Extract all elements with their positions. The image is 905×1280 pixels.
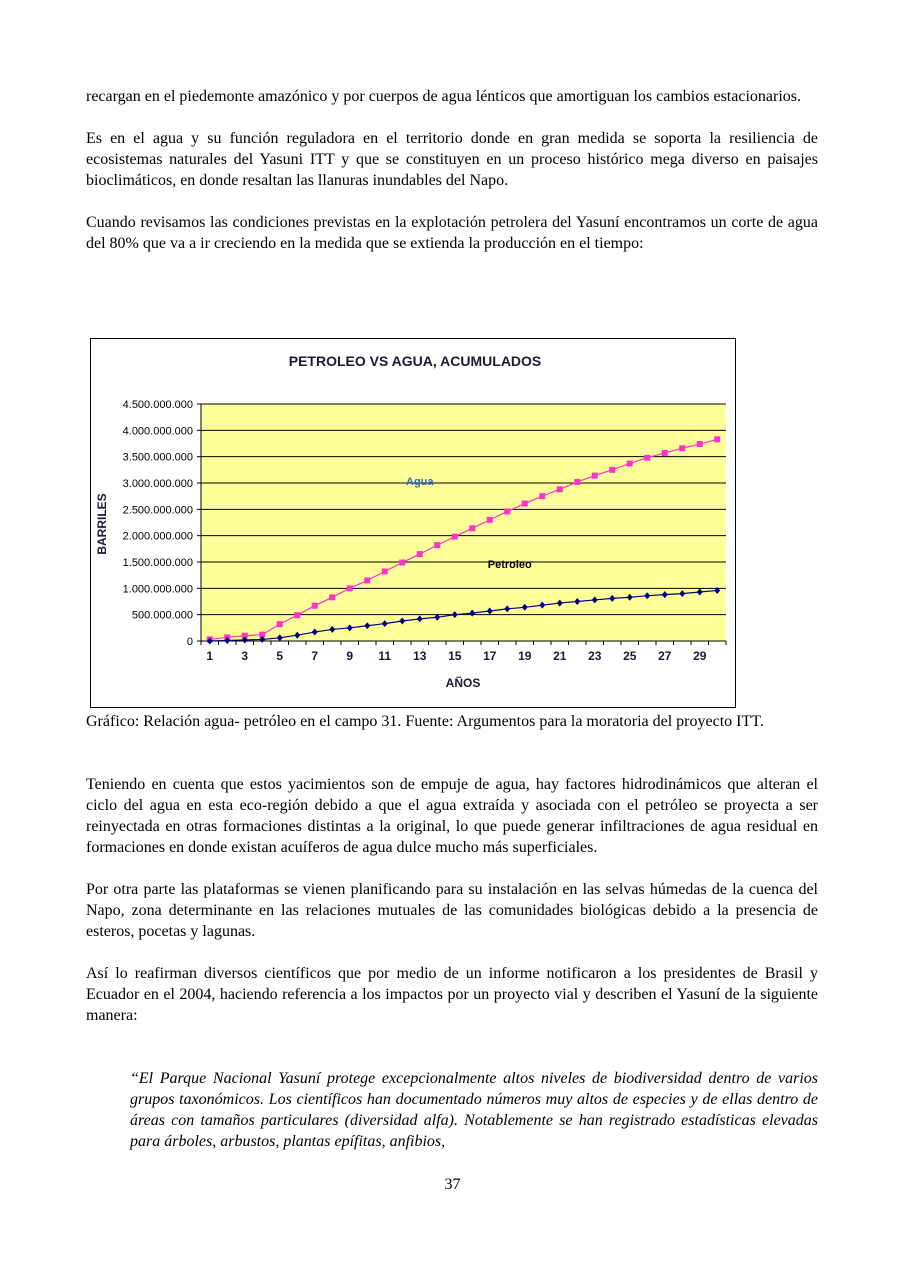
data-point-agua <box>452 534 458 540</box>
paragraph-2: Es en el agua y su función reguladora en el territorio donde en gran medida se soporta la resiliencia de ecosistemas naturales del Yasuni ITT y que se constituyen en un proceso histórico mega diverso en paisajes bioclimáticos, en donde resaltan las llanuras inundables del Napo. <box>86 130 818 189</box>
data-point-agua <box>627 461 633 467</box>
data-point-agua <box>662 450 668 456</box>
paragraph-6: Así lo reafirman diversos científicos que por medio de un informe notificaron a los presidentes de Brasil y Ecuador en el 2004, haciendo referencia a los impactos por un proyecto vial y describen el Yasuní de la siguiente manera: <box>86 965 818 1024</box>
data-point-agua <box>347 585 353 591</box>
x-axis-label: AÑOS <box>445 676 481 690</box>
x-tick-label: 3 <box>241 649 249 663</box>
data-point-agua <box>522 501 528 507</box>
x-tick-label: 19 <box>518 649 532 663</box>
y-tick-label: 3.000.000.000 <box>122 478 193 490</box>
chart <box>90 338 736 708</box>
data-point-agua <box>364 577 370 583</box>
data-point-agua <box>399 560 405 566</box>
x-tick-label: 11 <box>378 649 392 663</box>
y-tick-label: 4.000.000.000 <box>122 425 193 438</box>
data-point-agua <box>434 542 440 548</box>
paragraph-5: Por otra parte las plataformas se vienen planificando para su instalación en las selvas húmedas de la cuenca del Napo, zona determinante en las relaciones mutuales de las comunidades biológicas debido a la presencia de esteros, pocetas y lagunas. <box>86 881 818 940</box>
data-point-agua <box>574 479 580 485</box>
paragraph-4: Teniendo en cuenta que estos yacimientos son de empuje de agua, hay factores hidrodinámicos que alteran el ciclo del agua en esta eco-región debido a que el agua extraída y asociada con el petróleo se proyecta a ser reinyectada en otras formaciones distintas a la original, lo que puede generar infiltraciones de agua residual en formaciones en donde existan acuíferos de agua dulce mucho más superficiales. <box>86 776 818 856</box>
x-tick-label: 23 <box>588 649 602 663</box>
data-point-agua <box>609 467 615 473</box>
x-tick-label: 15 <box>448 649 462 663</box>
data-point-agua <box>382 568 388 574</box>
series-label-agua: Agua <box>406 476 434 489</box>
x-tick-label: 13 <box>413 649 427 663</box>
y-tick-label: 500.000.000 <box>131 609 193 622</box>
y-tick-label: 0 <box>186 636 193 648</box>
data-point-agua <box>469 525 475 531</box>
data-point-agua <box>697 441 703 447</box>
data-point-agua <box>644 455 650 461</box>
plot-background <box>201 404 726 641</box>
top-text <box>86 86 818 254</box>
chart-title: PETROLEO VS AGUA, ACUMULADOS <box>288 353 542 369</box>
x-tick-label: 5 <box>276 649 284 663</box>
data-point-agua <box>294 612 300 618</box>
paragraph-1: recargan en el piedemonte amazónico y por cuerpos de agua lénticos que amortiguan los cambios estacionarios. <box>86 88 801 105</box>
x-tick-label: 17 <box>483 649 497 663</box>
x-tick-label: 29 <box>693 649 707 663</box>
x-tick-label: 25 <box>623 649 637 663</box>
figure-caption <box>86 711 818 732</box>
data-point-agua <box>714 436 720 442</box>
block-quote <box>130 1068 818 1152</box>
x-tick-label: 21 <box>553 649 567 663</box>
page-number: 37 <box>444 1176 461 1193</box>
data-point-agua <box>557 486 563 492</box>
y-tick-label: 1.500.000.000 <box>122 557 193 569</box>
data-point-agua <box>539 493 545 499</box>
chart-svg <box>91 339 735 707</box>
x-tick-label: 27 <box>658 649 672 663</box>
y-tick-label: 4.500.000.000 <box>122 399 193 411</box>
quote-text: “El Parque Nacional Yasuní protege excepcionalmente altos niveles de biodiversidad dentro de varios grupos taxonómicos. Los científicos han documentado números muy altos de especies y de ellas dentro de áreas con tamaños particulares (diversidad alfa). Notablemente se han registrado estadísticas elevadas para árboles, arbustos, plantas epífitas, anfibios, <box>130 1070 818 1150</box>
y-tick-label: 2.000.000.000 <box>122 530 193 543</box>
data-point-agua <box>277 621 283 627</box>
y-axis-label: BARRILES <box>95 493 109 555</box>
y-tick-label: 2.500.000.000 <box>122 504 193 517</box>
paragraph-3: Cuando revisamos las condiciones previstas en la explotación petrolera del Yasuní encontramos un corte de agua del 80% que va a ir creciendo en la medida que se extienda la producción en el tiempo: <box>86 214 818 252</box>
data-point-agua <box>487 517 493 523</box>
data-point-agua <box>504 508 510 514</box>
series-label-petroleo: Petroleo <box>487 558 532 571</box>
plot-area <box>123 399 726 663</box>
y-tick-label: 1.000.000.000 <box>122 583 193 596</box>
data-point-agua <box>592 473 598 479</box>
caption-text: Gráfico: Relación agua- petróleo en el campo 31. Fuente: Argumentos para la moratoria del proyecto ITT. <box>86 713 764 730</box>
data-point-agua <box>329 594 335 600</box>
x-tick-label: 9 <box>346 649 354 663</box>
x-tick-label: 7 <box>311 649 319 663</box>
bottom-text <box>86 774 818 1047</box>
x-tick-label: 1 <box>206 649 214 663</box>
data-point-agua <box>312 603 318 609</box>
data-point-agua <box>679 445 685 451</box>
y-tick-label: 3.500.000.000 <box>122 451 193 464</box>
data-point-agua <box>417 551 423 557</box>
